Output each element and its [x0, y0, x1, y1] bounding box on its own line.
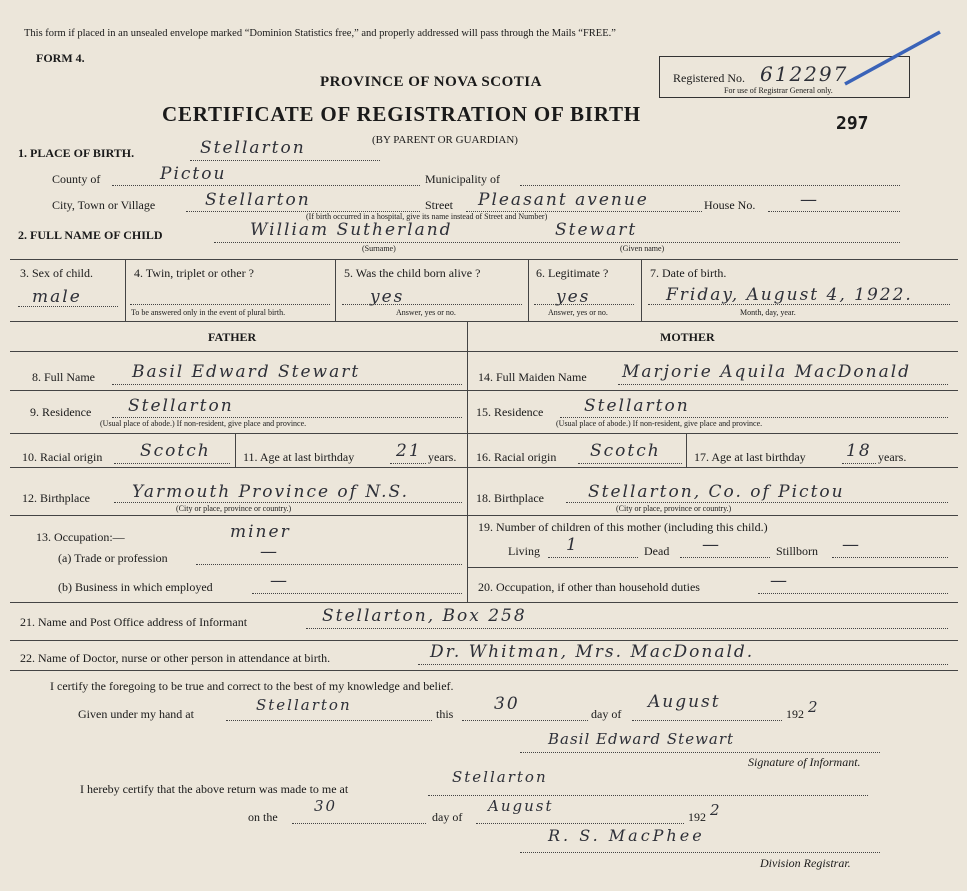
form-rule: [680, 557, 770, 558]
place-of-birth-value: Stellarton: [200, 138, 306, 158]
form-rule: [548, 557, 638, 558]
form-rule: [462, 720, 588, 721]
mother-racial-value: Scotch: [590, 441, 661, 461]
form-rule-vertical: [467, 515, 468, 602]
mail-notice: This form if placed in an unsealed envelope marked “Dominion Statistics free,” and properly addressed will pass through the Mails “FREE.”: [24, 28, 616, 39]
form-rule: [342, 304, 522, 305]
this-label: this: [436, 707, 454, 721]
alive-value: yes: [370, 287, 405, 307]
registrar-signature: R. S. MacPhee: [548, 826, 705, 845]
mother-occupation-label: 20. Occupation, if other than household duties: [478, 580, 700, 594]
form-rule-vertical: [528, 259, 529, 321]
alive-label: 5. Was the child born alive ?: [344, 266, 481, 280]
father-age-value: 21: [396, 441, 422, 461]
form-rule: [390, 463, 426, 464]
mother-occupation-value: —: [770, 571, 789, 591]
mother-birthplace-value: Stellarton, Co. of Pictou: [588, 482, 845, 502]
form-rule: [306, 628, 948, 629]
dob-note: Month, day, year.: [740, 308, 796, 317]
given-under-place: Stellarton: [256, 696, 352, 714]
form-rule-vertical: [686, 433, 687, 467]
form-rule: [534, 304, 634, 305]
form-rule: [520, 852, 880, 853]
informant-value: Stellarton, Box 258: [322, 606, 527, 626]
given-day: 30: [494, 694, 520, 714]
form-rule: [10, 602, 958, 603]
form-rule: [560, 417, 948, 418]
dead-value: —: [702, 535, 721, 555]
certificate-title: CERTIFICATE OF REGISTRATION OF BIRTH: [162, 102, 641, 126]
province-heading: PROVINCE OF NOVA SCOTIA: [320, 74, 542, 90]
given-name-note: (Given name): [620, 244, 665, 253]
form-rule: [10, 433, 958, 434]
mother-residence-label: 15. Residence: [476, 405, 544, 419]
form-rule-vertical: [235, 433, 236, 467]
father-birthplace-label: 12. Birthplace: [22, 491, 90, 505]
form-rule: [648, 304, 950, 305]
form-rule: [10, 640, 958, 641]
form-rule: [418, 664, 948, 665]
mother-age-years: years.: [878, 450, 907, 464]
father-occupation-value: miner: [230, 522, 291, 542]
certificate-subtitle: (BY PARENT OR GUARDIAN): [372, 134, 518, 146]
form-rule: [18, 306, 118, 307]
form-rule: [10, 670, 958, 671]
father-age-label: 11. Age at last birthday: [243, 450, 355, 464]
signature-label: Signature of Informant.: [748, 755, 861, 769]
dob-label: 7. Date of birth.: [650, 266, 727, 280]
street-value: Pleasant avenue: [478, 190, 649, 210]
business-value: —: [270, 571, 289, 591]
form-rule: [252, 593, 462, 594]
father-racial-label: 10. Racial origin: [22, 450, 103, 464]
registrar-statement: I hereby certify that the above return was made to me at: [80, 782, 349, 796]
form-rule: [578, 463, 682, 464]
registrar-day-of-label: day of: [432, 810, 463, 824]
form-rule: [632, 720, 782, 721]
form-rule: [10, 259, 958, 260]
mother-heading: MOTHER: [660, 330, 715, 344]
children-label: 19. Number of children of this mother (including this child.): [478, 520, 768, 534]
legitimate-label: 6. Legitimate ?: [536, 266, 609, 280]
mother-residence-note: (Usual place of abode.) If non-resident, give place and province.: [556, 419, 763, 428]
father-residence-label: 9. Residence: [30, 405, 92, 419]
dead-label: Dead: [644, 544, 670, 558]
father-residence-value: Stellarton: [128, 396, 234, 416]
day-of-label: day of: [591, 707, 622, 721]
sex-label: 3. Sex of child.: [20, 266, 93, 280]
on-the-label: on the: [248, 810, 278, 824]
given-under-label: Given under my hand at: [78, 707, 194, 721]
mother-racial-label: 16. Racial origin: [476, 450, 557, 464]
child-surname: Stewart: [555, 220, 638, 240]
legitimate-value: yes: [556, 287, 591, 307]
sex-value: male: [32, 287, 82, 307]
form-rule: [520, 752, 880, 753]
form-rule: [196, 564, 462, 565]
registrar-note: For use of Registrar General only.: [724, 86, 833, 95]
form-rule: [758, 593, 948, 594]
mother-name-label: 14. Full Maiden Name: [478, 370, 587, 384]
father-racial-value: Scotch: [140, 441, 211, 461]
trade-value: —: [260, 542, 279, 562]
hospital-note: (If birth occurred in a hospital, give its name instead of Street and Number): [306, 212, 548, 221]
father-birthplace-value: Yarmouth Province of N.S.: [132, 482, 409, 502]
informant-signature: Basil Edward Stewart: [548, 730, 735, 748]
mother-birthplace-label: 18. Birthplace: [476, 491, 544, 505]
child-given-name: William Sutherland: [250, 220, 453, 240]
given-year: 2: [808, 698, 820, 716]
registrar-title: Division Registrar.: [760, 856, 851, 870]
form-rule: [476, 823, 684, 824]
form-rule: [292, 823, 426, 824]
city-label: City, Town or Village: [52, 198, 156, 212]
mother-name-value: Marjorie Aquila MacDonald: [622, 362, 912, 382]
registered-label: Registered No.: [673, 71, 745, 85]
form-rule: [190, 160, 380, 161]
street-label: Street: [425, 198, 453, 212]
form-rule-vertical: [335, 259, 336, 321]
form-rule: [114, 502, 462, 503]
mother-residence-value: Stellarton: [584, 396, 690, 416]
registrar-place: Stellarton: [452, 768, 548, 786]
county-label: County of: [52, 172, 101, 186]
child-name-label: 2. FULL NAME OF CHILD: [18, 228, 163, 242]
father-name-label: 8. Full Name: [32, 370, 95, 384]
informant-label: 21. Name and Post Office address of Informant: [20, 615, 248, 629]
house-value: —: [800, 190, 819, 210]
form-rule: [832, 557, 948, 558]
registered-number: 612297: [760, 62, 849, 86]
given-year-prefix: 192: [786, 707, 804, 721]
twin-note: To be answered only in the event of plural birth.: [131, 308, 286, 317]
form-rule: [214, 242, 900, 243]
form-rule: [114, 463, 230, 464]
doctor-label: 22. Name of Doctor, nurse or other person in attendance at birth.: [20, 651, 331, 665]
form-rule: [10, 467, 958, 468]
form-rule: [467, 567, 958, 568]
pen-mark-icon: [840, 28, 950, 88]
county-value: Pictou: [160, 164, 227, 184]
mother-birthplace-note: (City or place, province or country.): [616, 504, 732, 513]
father-occupation-label: 13. Occupation:—: [36, 530, 125, 544]
legitimate-note: Answer, yes or no.: [548, 308, 608, 317]
form-rule-vertical: [641, 259, 642, 321]
house-label: House No.: [704, 198, 756, 212]
form-rule: [226, 720, 432, 721]
dob-value: Friday, August 4, 1922.: [666, 285, 913, 305]
registrar-day: 30: [314, 797, 338, 815]
form-rule: [112, 185, 420, 186]
form-rule: [768, 211, 900, 212]
city-value: Stellarton: [205, 190, 311, 210]
surname-note: (Surname): [362, 244, 396, 253]
municipality-label: Municipality of: [425, 172, 500, 186]
registrar-year-prefix: 192: [688, 810, 706, 824]
form-rule: [112, 417, 462, 418]
living-label: Living: [508, 544, 540, 558]
father-heading: FATHER: [208, 330, 257, 344]
father-age-years: years.: [428, 450, 457, 464]
registrar-month: August: [488, 797, 554, 815]
form-rule: [842, 463, 876, 464]
form-number: FORM 4.: [36, 51, 85, 65]
doctor-value: Dr. Whitman, Mrs. MacDonald.: [430, 642, 755, 662]
form-rule: [112, 384, 462, 385]
trade-label: (a) Trade or profession: [58, 551, 168, 565]
mother-age-value: 18: [846, 441, 872, 461]
form-rule: [618, 384, 948, 385]
form-rule: [10, 351, 958, 352]
alive-note: Answer, yes or no.: [396, 308, 456, 317]
stillborn-label: Stillborn: [776, 544, 819, 558]
stillborn-value: —: [842, 535, 861, 555]
business-label: (b) Business in which employed: [58, 580, 213, 594]
form-rule: [10, 515, 958, 516]
form-rule: [428, 795, 868, 796]
living-value: 1: [566, 535, 579, 555]
father-residence-note: (Usual place of abode.) If non-resident, give place and province.: [100, 419, 307, 428]
twin-label: 4. Twin, triplet or other ?: [134, 266, 254, 280]
registration-stamp: 297: [836, 113, 869, 134]
place-of-birth-label: 1. PLACE OF BIRTH.: [18, 146, 135, 160]
certify-statement: I certify the foregoing to be true and correct to the best of my knowledge and belief.: [50, 679, 454, 693]
form-rule-vertical: [125, 259, 126, 321]
father-name-value: Basil Edward Stewart: [132, 362, 361, 382]
form-rule: [10, 390, 958, 391]
form-rule: [130, 304, 330, 305]
father-birthplace-note: (City or place, province or country.): [176, 504, 292, 513]
form-rule: [10, 321, 958, 322]
given-month: August: [648, 692, 721, 712]
form-rule: [566, 502, 948, 503]
form-rule: [520, 185, 900, 186]
mother-age-label: 17. Age at last birthday: [694, 450, 806, 464]
registrar-year: 2: [710, 801, 722, 819]
